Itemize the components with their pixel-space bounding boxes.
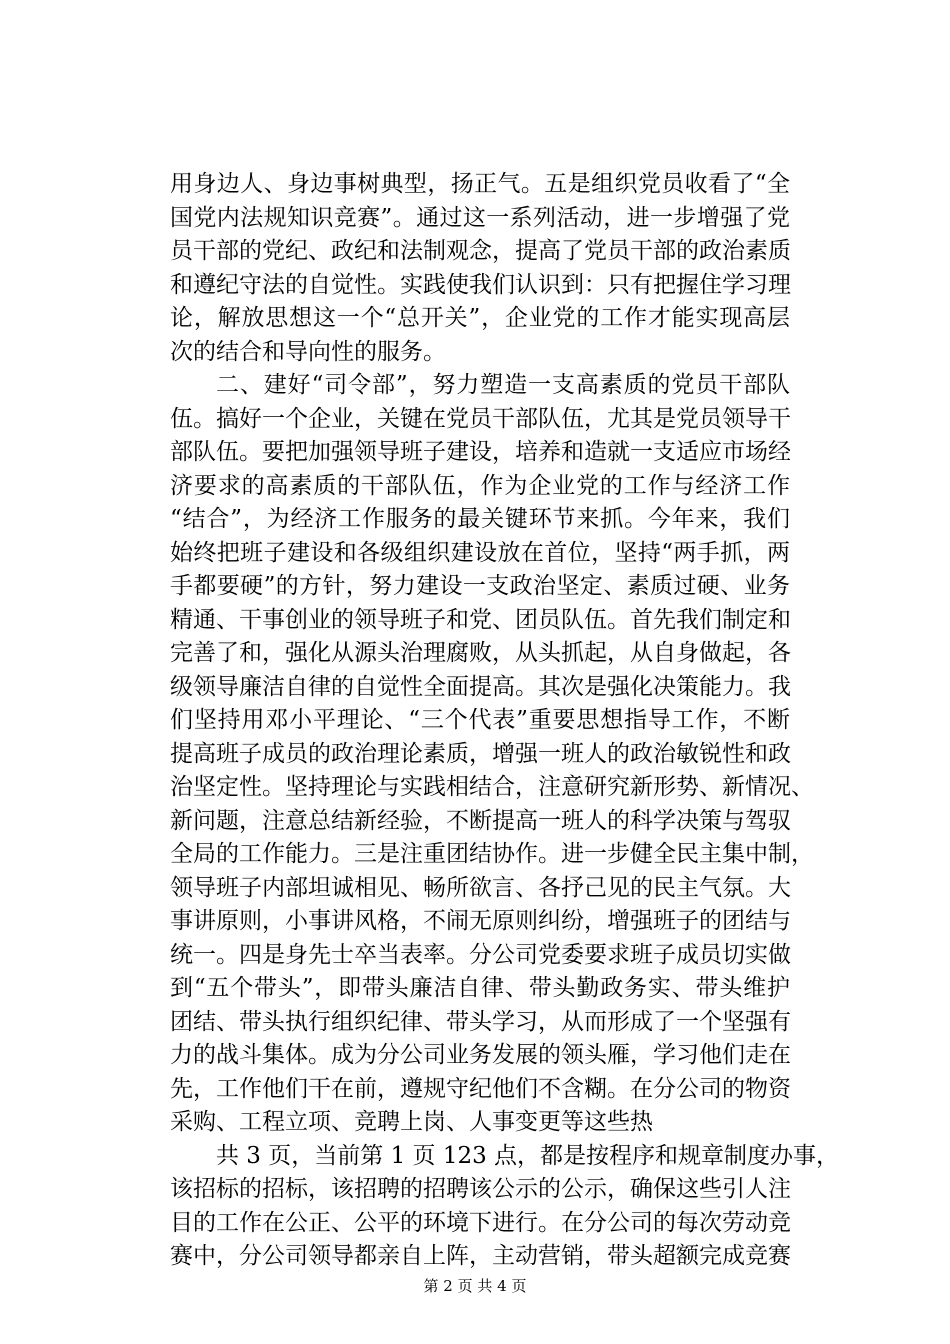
text-line: 力的战斗集体。成为分公司业务发展的领头雁，学习他们走在 bbox=[170, 1042, 791, 1068]
text-line: 全局的工作能力。三是注重团结协作。进一步健全民主集中制， bbox=[170, 841, 814, 867]
text-line: 治坚定性。坚持理论与实践相结合，注意研究新形势、新情况、 bbox=[170, 774, 814, 800]
text-line: 共 3 页，当前第 1 页 123 点，都是按程序和规章制度办事， bbox=[216, 1142, 840, 1169]
text-line: 领导班子内部坦诚相见、畅所欲言、各抒己见的民主气氛。大 bbox=[170, 874, 791, 901]
text-line: 和遵纪守法的自觉性。实践使我们认识到：只有把握住学习理 bbox=[170, 271, 791, 298]
text-line: 二、建好“司令部”，努力塑造一支高素质的党员干部队 bbox=[216, 372, 790, 398]
text-line: 部队伍。要把加强领导班子建设，培养和造就一支适应市场经 bbox=[170, 439, 791, 465]
text-line: 先，工作他们干在前，遵规守纪他们不含糊。在分公司的物资 bbox=[170, 1075, 791, 1102]
text-line: 始终把班子建设和各级组织建设放在首位，坚持“两手抓，两 bbox=[170, 539, 790, 566]
text-line: 团结、带头执行组织纪律、带头学习，从而形成了一个坚强有 bbox=[170, 1008, 791, 1035]
text-line: 伍。搞好一个企业，关键在党员干部队伍，尤其是党员领导干 bbox=[170, 405, 791, 432]
text-line: “结合”，为经济工作服务的最关键环节来抓。今年来，我们 bbox=[170, 506, 790, 532]
text-line: 事讲原则，小事讲风格，不闹无原则纠纷，增强班子的团结与 bbox=[170, 908, 791, 934]
text-line: 用身边人、身边事树典型，扬正气。五是组织党员收看了“全 bbox=[170, 171, 790, 197]
text-line: 新问题，注意总结新经验，不断提高一班人的科学决策与驾驭 bbox=[170, 807, 791, 834]
text-line: 采购、工程立项、竞聘上岗、人事变更等这些热 bbox=[170, 1109, 653, 1135]
text-line: 目的工作在公正、公平的环境下进行。在分公司的每次劳动竞 bbox=[170, 1209, 791, 1236]
text-line: 该招标的招标，该招聘的招聘该公示的公示，确保这些引人注 bbox=[170, 1176, 791, 1202]
text-line: 次的结合和导向性的服务。 bbox=[170, 338, 446, 365]
text-line: 国党内法规知识竞赛”。通过这一系列活动，进一步增强了党 bbox=[170, 204, 790, 231]
text-line: 提高班子成员的政治理论素质，增强一班人的政治敏锐性和政 bbox=[170, 740, 791, 767]
text-line: 精通、干事创业的领导班子和党、团员队伍。首先我们制定和 bbox=[170, 606, 791, 633]
text-line: 员干部的党纪、政纪和法制观念，提高了党员干部的政治素质 bbox=[170, 238, 791, 264]
text-line: 们坚持用邓小平理论、“三个代表”重要思想指导工作，不断 bbox=[170, 707, 790, 733]
text-line: 济要求的高素质的干部队伍，作为企业党的工作与经济工作 bbox=[170, 472, 790, 499]
text-line: 论，解放思想这一个“总开关”，企业党的工作才能实现高层 bbox=[170, 305, 790, 331]
text-line: 级领导廉洁自律的自觉性全面提高。其次是强化决策能力。我 bbox=[170, 673, 791, 700]
document-body bbox=[170, 168, 840, 1274]
page-footer: 第 2 页 共 4 页 bbox=[423, 1277, 527, 1295]
text-line: 完善了和，强化从源头治理腐败，从头抓起，从自身做起，各 bbox=[170, 640, 791, 666]
text-line: 赛中，分公司领导都亲自上阵，主动营销，带头超额完成竞赛 bbox=[170, 1243, 791, 1269]
text-line: 手都要硬”的方针，努力建设一支政治坚定、素质过硬、业务 bbox=[170, 573, 790, 599]
text-line: 统一。四是身先士卒当表率。分公司党委要求班子成员切实做 bbox=[170, 941, 791, 968]
text-line: 到“五个带头”，即带头廉洁自律、带头勤政务实、带头维护 bbox=[170, 975, 790, 1001]
